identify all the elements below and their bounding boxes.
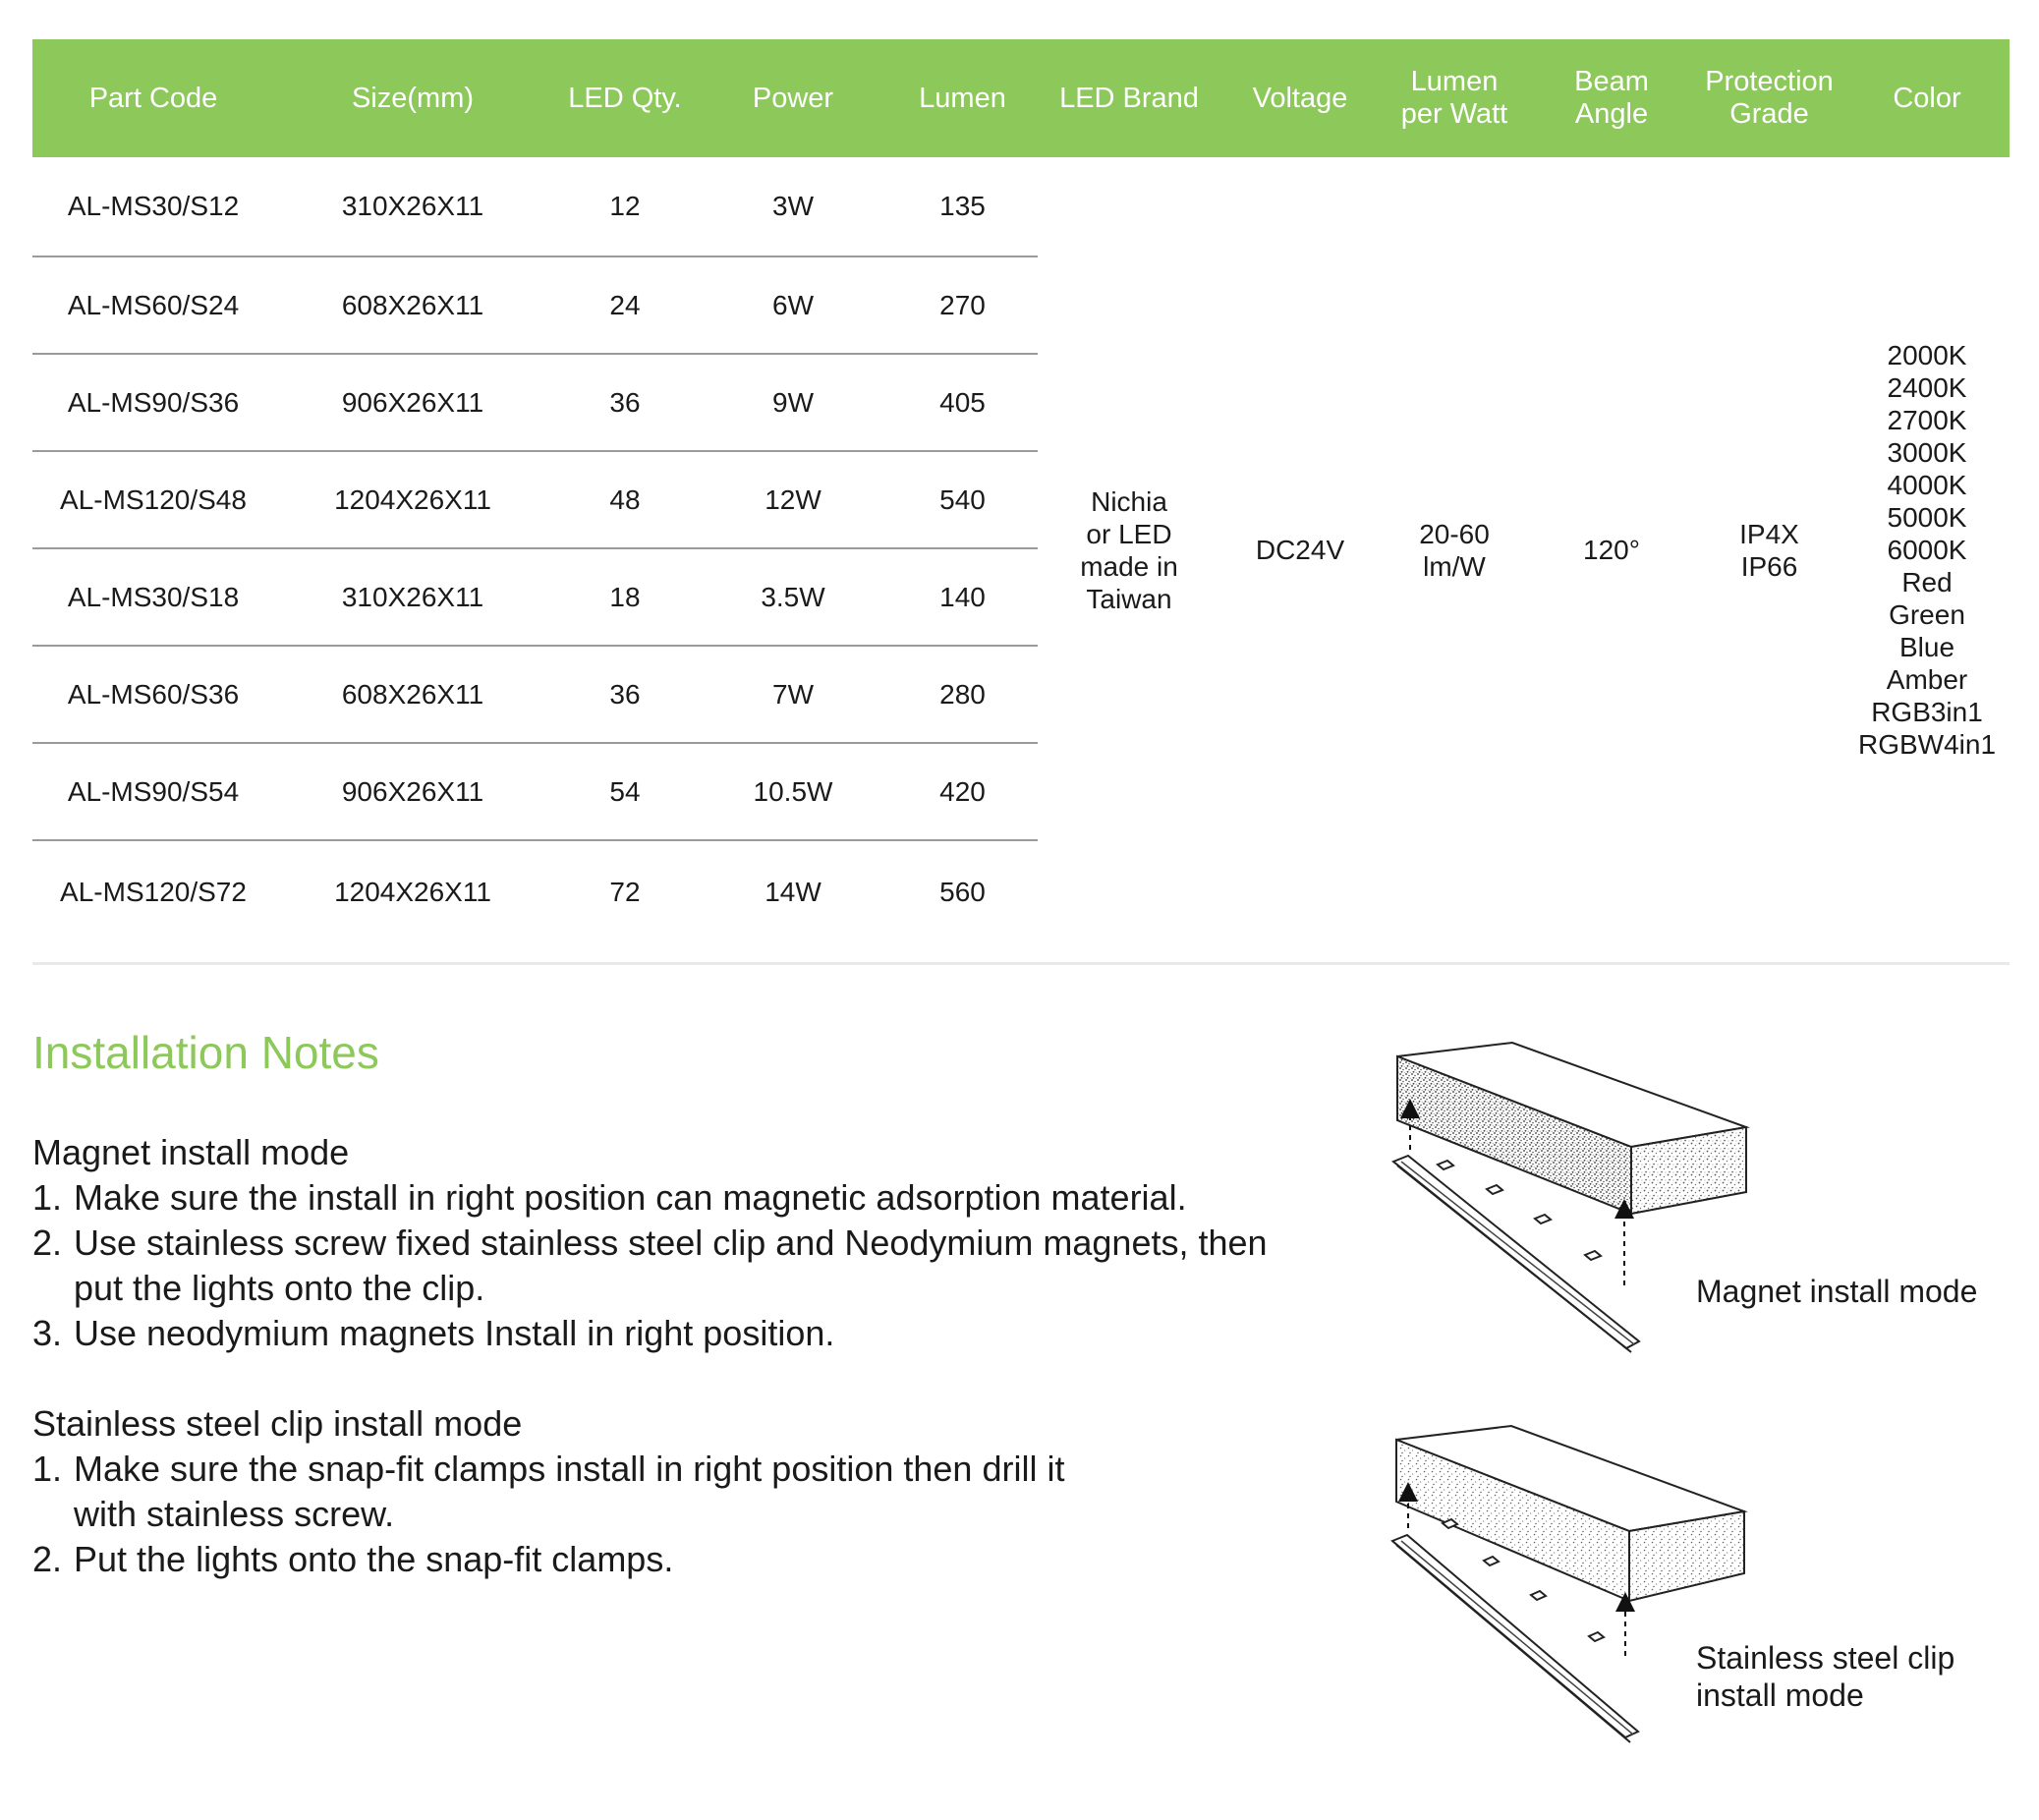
voltage-cell: DC24V [1255,535,1345,565]
lumen-cell: 270 [887,256,1038,354]
step-number: 3. [32,1313,63,1353]
header-led-qty: LED Qty. [551,39,699,157]
protection-grade-cell: IP4X IP66 [1739,518,1799,582]
magnet-illustration-label: Magnet install mode [1696,1274,1978,1309]
step-text: Make sure the install in right position can magnetic adsorption material. [74,1177,1187,1218]
power-cell: 9W [699,354,887,451]
header-beam-angle: Beam Angle [1529,39,1694,157]
led-qty-cell: 24 [551,256,699,354]
part-code-cell: AL-MS30/S18 [32,548,274,646]
magnet-step [32,1311,1300,1356]
header-voltage: Voltage [1220,39,1380,157]
power-cell: 7W [699,646,887,743]
beam-angle-cell: 120° [1583,535,1640,565]
size-cell: 310X26X11 [274,157,551,256]
magnet-install-notes [32,1130,1300,1356]
part-code-cell: AL-MS60/S24 [32,256,274,354]
lumen-cell: 135 [887,157,1038,256]
table-row [32,157,2010,256]
size-cell: 906X26X11 [274,743,551,840]
clip-step [32,1537,1074,1582]
section-divider [32,962,2010,965]
power-cell: 10.5W [699,743,887,840]
color-options-cell: 2000K 2400K 2700K 3000K 4000K 5000K 6000K Red Green Blue Amber RGB3in1 RGBW4in1 [1857,340,1997,760]
power-cell: 3W [699,157,887,256]
clip-steps-list [32,1447,1074,1582]
installation-notes-title: Installation Notes [32,1027,379,1078]
header-lumen: Lumen [887,39,1038,157]
header-part-code: Part Code [32,39,274,157]
part-code-cell: AL-MS30/S12 [32,157,274,256]
part-code-cell: AL-MS60/S36 [32,646,274,743]
led-qty-cell: 18 [551,548,699,646]
step-number: 2. [32,1539,63,1579]
lumen-cell: 560 [939,876,986,907]
clip-mode-title: Stainless steel clip install mode [32,1403,523,1444]
header-color: Color [1844,39,2010,157]
size-cell: 906X26X11 [274,354,551,451]
led-qty-cell: 12 [551,157,699,256]
led-qty-cell: 54 [551,743,699,840]
size-cell: 608X26X11 [274,646,551,743]
size-cell: 1204X26X11 [334,876,491,907]
size-cell: 608X26X11 [274,256,551,354]
led-qty-cell: 36 [551,354,699,451]
led-brand-cell: Nichia or LED made in Taiwan [1080,485,1178,614]
power-cell: 14W [765,876,821,907]
header-size: Size(mm) [274,39,551,157]
step-number: 2. [32,1223,63,1263]
clip-illustration-label: Stainless steel clip install mode [1696,1640,1955,1713]
magnet-step [32,1175,1300,1221]
header-lumen-per-watt: Lumen per Watt [1380,39,1529,157]
lumen-cell: 280 [887,646,1038,743]
step-text: Put the lights onto the snap-fit clamps. [74,1539,674,1579]
part-code-cell: AL-MS120/S48 [32,451,274,548]
led-qty-cell: 48 [551,451,699,548]
step-number: 1. [32,1449,63,1489]
lumen-cell: 420 [887,743,1038,840]
table-header-row [32,39,2010,157]
lumen-per-watt-cell: 20-60 lm/W [1419,518,1490,582]
clip-install-notes [32,1401,1074,1582]
clip-step [32,1447,1074,1537]
step-text: Make sure the snap-fit clamps install in right position then drill it with stainless screw. [74,1449,1065,1534]
magnet-steps-list [32,1175,1300,1356]
led-qty-cell: 72 [609,876,641,907]
lumen-cell: 140 [887,548,1038,646]
spec-table [32,39,2010,942]
led-qty-cell: 36 [551,646,699,743]
step-text: Use stainless screw fixed stainless steel clip and Neodymium magnets, then put the lights onto the clip. [74,1223,1268,1308]
lumen-cell: 405 [887,354,1038,451]
power-cell: 6W [699,256,887,354]
lumen-cell: 540 [887,451,1038,548]
header-power: Power [699,39,887,157]
magnet-step [32,1221,1300,1311]
magnet-mode-title: Magnet install mode [32,1132,350,1172]
header-protection-grade: Protection Grade [1694,39,1844,157]
header-led-brand: LED Brand [1038,39,1220,157]
power-cell: 12W [699,451,887,548]
step-number: 1. [32,1177,63,1218]
part-code-cell: AL-MS90/S54 [32,743,274,840]
part-code-cell: AL-MS90/S36 [32,354,274,451]
step-text: Use neodymium magnets Install in right position. [74,1313,835,1353]
part-code-cell: AL-MS120/S72 [60,876,247,907]
power-cell: 3.5W [699,548,887,646]
size-cell: 1204X26X11 [274,451,551,548]
size-cell: 310X26X11 [274,548,551,646]
magnet-install-illustration [1376,1032,1769,1366]
